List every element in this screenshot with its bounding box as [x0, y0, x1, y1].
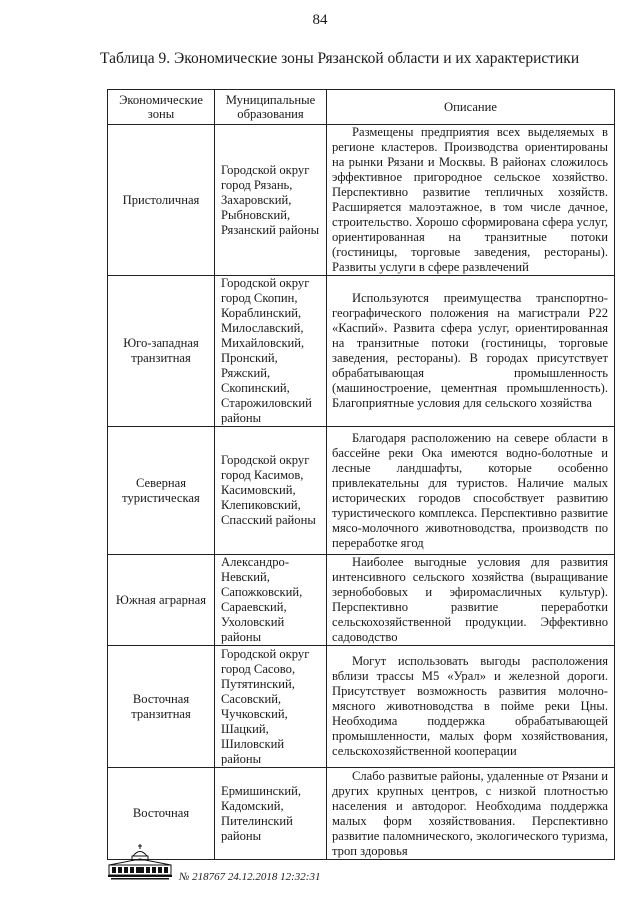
- description-text: Благодаря расположению на севере области в бассейне реки Ока имеются водно-болотные и лесные ландшафты, которые особенно привлекательны для туристов. Наличие малых исторических городов способствует развитию туристического комплекса. Перспективно развитие мясо-молочного животноводства, производств по переработке ягод: [332, 430, 608, 550]
- document-footer: [107, 843, 367, 891]
- description-cell: [327, 768, 615, 860]
- page-number: 84: [312, 12, 328, 28]
- zone-name: Юго-западная транзитная: [108, 276, 215, 427]
- municipalities-cell: Городской округ город Скопин, Кораблинский, Милославский, Михайловский, Пронский, Ряжский, Скопинский, Старожиловский районы: [215, 276, 327, 427]
- table-row: [108, 555, 615, 646]
- table-row: [108, 125, 615, 276]
- description-text: Слабо развитые районы, удаленные от Рязани и других крупных центров, с низкой плотностью населения и автодорог. Необходима поддержка малых форм хозяйствования. Перспективно развитие паломнического, экологического туризма, троп здоровья: [332, 768, 608, 858]
- municipalities-cell: Ермишинский, Кадомский, Пителинский районы: [215, 768, 327, 860]
- table-row: [108, 427, 615, 555]
- economic-zones-table: [107, 89, 615, 860]
- description-cell: [327, 125, 615, 276]
- table-row: [108, 276, 615, 427]
- zone-name: Восточная: [108, 768, 215, 860]
- table-row: [108, 646, 615, 768]
- zone-name: Восточная транзитная: [108, 646, 215, 768]
- description-text: Наиболее выгодные условия для развития интенсивного сельского хозяйства (выращивание зернобобовых и эфиромасличных культур). Перспективно развитие переработки сельскохозяйственной продукции. Эффективно садоводство: [332, 555, 608, 644]
- table-header-row: [108, 90, 615, 125]
- table-title: Таблица 9. Экономические зоны Рязанской области и их характеристики: [100, 50, 580, 67]
- description-text: Могут использовать выгоды расположения вблизи трассы М5 «Урал» и железной дороги. Присутствует возможность развития молочно-мясного животноводства в пойме реки Цны. Необходима поддержка обрабатывающей промышленности, малых форм хозяйствования, сельскохозяйственной кооперации: [332, 654, 608, 758]
- municipalities-cell: Городской округ город Рязань, Захаровский, Рыбновский, Рязанский районы: [215, 125, 327, 276]
- header-municipalities: Муниципальные образования: [215, 90, 327, 125]
- description-cell: [327, 646, 615, 768]
- municipalities-cell: Городской округ город Сасово, Путятинский, Сасовский, Чучковский, Шацкий, Шиловский районы: [215, 646, 327, 768]
- building-logo-icon: [107, 843, 173, 881]
- municipalities-cell: Городской округ город Касимов, Касимовский, Клепиковский, Спасский районы: [215, 427, 327, 555]
- header-description: Описание: [327, 90, 615, 125]
- description-cell: [327, 427, 615, 555]
- description-cell: [327, 555, 615, 646]
- zone-name: Северная туристическая: [108, 427, 215, 555]
- description-text: Размещены предприятия всех выделяемых в регионе кластеров. Производства ориентированы на рынки Рязани и Москвы. В районах сложилось эффективное пригородное сельское хозяйство. Перспективно развитие тепличных хозяйств. Расширяется малоэтажное, в том числе дачное, строительство. Хорошо сформирована сфера услуг, ориентированная на транзитные потоки (гостиницы, торговые заведения, рестораны). Развиты услуги в сфере развлечений: [332, 125, 608, 274]
- header-zones: Экономические зоны: [108, 90, 215, 125]
- municipalities-cell: Александро-Невский, Сапожковский, Сараевский, Ухоловский районы: [215, 555, 327, 646]
- zone-name: Пристоличная: [108, 125, 215, 276]
- description-cell: [327, 276, 615, 427]
- zone-name: Южная аграрная: [108, 555, 215, 646]
- description-text: Используются преимущества транспортно-географического положения на магистрали Р22 «Каспий». Развита сфера услуг, ориентированная на транзитные потоки (гостиницы, торговые заведения, рестораны). В городах присутствует обрабатывающая промышленность (машиностроение, цементная промышленность). Благоприятные условия для сельского хозяйства: [332, 291, 608, 410]
- document-stamp: № 218767 24.12.2018 12:32:31: [179, 871, 321, 883]
